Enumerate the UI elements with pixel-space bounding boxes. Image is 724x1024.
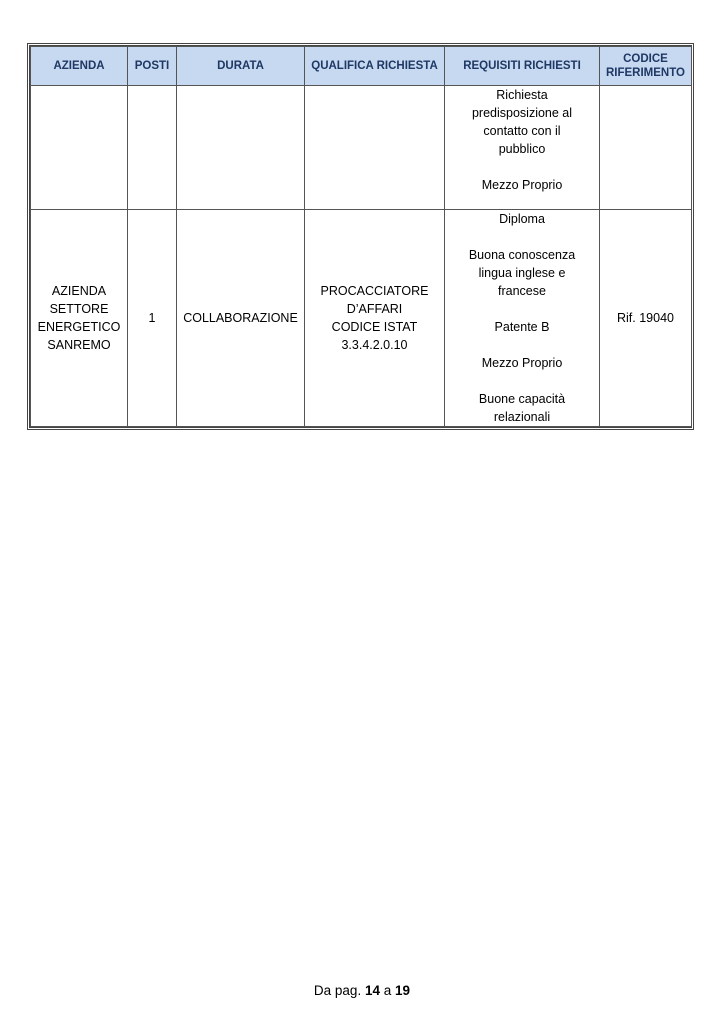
row2-codice-cell: Rif. 19040 — [600, 210, 692, 427]
footer-total-pages: 19 — [395, 983, 411, 998]
cell-line: predisposizione al — [471, 106, 573, 120]
cell-line: Buona conoscenza — [468, 248, 576, 262]
cell-line: Patente B — [494, 320, 550, 334]
row1-codice-cell — [600, 86, 692, 210]
row2-qualifica-cell — [305, 210, 445, 427]
header-qualifica: QUALIFICA RICHIESTA — [305, 47, 445, 86]
cell-line: AZIENDA — [51, 284, 107, 298]
row2-azienda-cell — [31, 210, 128, 427]
line-spacer — [449, 336, 595, 354]
cell-line: relazionali — [493, 410, 551, 424]
cell-line: ENERGETICO — [37, 320, 121, 334]
footer-prefix: Da pag. — [313, 983, 362, 998]
cell-line: PROCACCIATORE — [320, 284, 429, 298]
header-codice-line1: CODICE — [623, 53, 668, 65]
cell-line: 3.3.4.2.0.10 — [341, 338, 408, 352]
cell-line: contatto con il — [483, 124, 561, 138]
page-footer — [0, 983, 724, 998]
header-azienda: AZIENDA — [31, 47, 128, 86]
cell-line: SETTORE — [49, 302, 109, 316]
header-durata: DURATA — [177, 47, 305, 86]
row2-durata-cell: COLLABORAZIONE — [177, 210, 305, 427]
cell-line: D’AFFARI — [346, 302, 403, 316]
line-spacer — [449, 372, 595, 390]
row1-posti-cell — [128, 86, 177, 210]
header-requisiti: REQUISITI RICHIESTI — [445, 47, 600, 86]
cell-line: Mezzo Proprio — [481, 178, 563, 192]
footer-current-page: 14 — [364, 983, 380, 998]
cell-line: Buone capacità — [478, 392, 566, 406]
row1-azienda-cell — [31, 86, 128, 210]
footer-separator: a — [383, 983, 392, 998]
cell-line: lingua inglese e — [478, 266, 566, 280]
job-listings-table-frame — [27, 43, 694, 430]
row1-qualifica-cell — [305, 86, 445, 210]
table-row — [31, 86, 692, 210]
cell-line: SANREMO — [47, 338, 111, 352]
row2-posti-cell: 1 — [128, 210, 177, 427]
cell-line: Mezzo Proprio — [481, 356, 563, 370]
header-posti: POSTI — [128, 47, 177, 86]
line-spacer — [449, 158, 595, 176]
cell-line: Diploma — [499, 212, 545, 226]
cell-line: pubblico — [498, 142, 546, 156]
table-row — [31, 210, 692, 427]
row1-requisiti-cell — [445, 86, 600, 210]
cell-line: Richiesta — [496, 88, 548, 102]
cell-line: francese — [498, 284, 546, 298]
row2-requisiti-cell — [445, 210, 600, 427]
line-spacer — [449, 300, 595, 318]
header-codice — [600, 47, 692, 86]
header-row — [31, 47, 692, 86]
row1-durata-cell — [177, 86, 305, 210]
line-spacer — [449, 228, 595, 246]
cell-line: CODICE ISTAT — [331, 320, 418, 334]
header-codice-line2: RIFERIMENTO — [605, 67, 685, 79]
job-listings-table — [30, 46, 692, 427]
